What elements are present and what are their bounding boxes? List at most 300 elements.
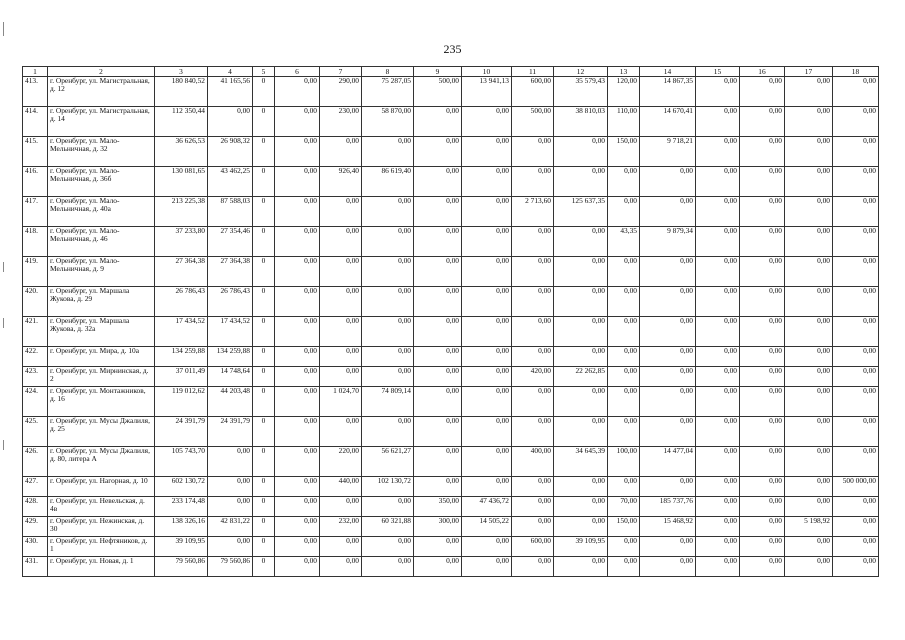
value-cell: 0,00 <box>785 287 833 317</box>
value-cell: 112 350,44 <box>155 107 208 137</box>
value-cell: 0,00 <box>414 367 462 387</box>
value-cell: 0,00 <box>785 197 833 227</box>
column-header: 12 <box>554 67 608 77</box>
value-cell: 0,00 <box>462 317 512 347</box>
value-cell: 0,00 <box>785 227 833 257</box>
value-cell: 0,00 <box>362 317 414 347</box>
value-cell: 0,00 <box>833 137 879 167</box>
value-cell: 0 <box>253 167 275 197</box>
value-cell: 0,00 <box>362 417 414 447</box>
value-cell: 0,00 <box>640 287 696 317</box>
value-cell: 0,00 <box>640 387 696 417</box>
value-cell: 0 <box>253 517 275 537</box>
value-cell: 24 391,79 <box>208 417 253 447</box>
value-cell: 0,00 <box>512 347 554 367</box>
value-cell: 602 130,72 <box>155 477 208 497</box>
value-cell: 0,00 <box>833 317 879 347</box>
value-cell: 0,00 <box>640 347 696 367</box>
margin-mark <box>3 22 4 36</box>
value-cell: 0,00 <box>696 367 740 387</box>
value-cell: 0,00 <box>414 137 462 167</box>
value-cell: 0,00 <box>320 227 362 257</box>
value-cell: 0,00 <box>833 367 879 387</box>
value-cell: 35 579,43 <box>554 77 608 107</box>
value-cell: 0,00 <box>320 367 362 387</box>
value-cell: 0,00 <box>833 197 879 227</box>
value-cell: 0,00 <box>833 257 879 287</box>
value-cell: 0,00 <box>554 517 608 537</box>
column-header: 15 <box>696 67 740 77</box>
value-cell: 0,00 <box>512 227 554 257</box>
value-cell: 17 434,52 <box>208 317 253 347</box>
table-row <box>23 317 879 347</box>
value-cell: 134 259,88 <box>208 347 253 367</box>
value-cell: 130 081,65 <box>155 167 208 197</box>
table-row <box>23 287 879 317</box>
value-cell: 0 <box>253 197 275 227</box>
value-cell: 0,00 <box>462 417 512 447</box>
value-cell: 0,00 <box>696 477 740 497</box>
value-cell: 0,00 <box>696 447 740 477</box>
value-cell: 0,00 <box>740 317 785 347</box>
value-cell: 0,00 <box>414 167 462 197</box>
value-cell: 0,00 <box>320 497 362 517</box>
value-cell: 0,00 <box>608 417 640 447</box>
value-cell: 0,00 <box>462 447 512 477</box>
margin-mark <box>3 318 4 328</box>
table-row <box>23 167 879 197</box>
value-cell: 0,00 <box>640 367 696 387</box>
address-cell: г. Оренбург, ул. Маршала Жукова, д. 32а <box>48 317 155 347</box>
value-cell: 0,00 <box>608 537 640 557</box>
value-cell: 0 <box>253 497 275 517</box>
value-cell: 39 109,95 <box>155 537 208 557</box>
table-row <box>23 557 879 577</box>
value-cell: 0,00 <box>696 417 740 447</box>
value-cell: 1 024,70 <box>320 387 362 417</box>
row-number-cell: 428. <box>23 497 48 517</box>
value-cell: 102 130,72 <box>362 477 414 497</box>
row-number-cell: 426. <box>23 447 48 477</box>
value-cell: 0,00 <box>833 347 879 367</box>
value-cell: 400,00 <box>512 447 554 477</box>
row-number-cell: 427. <box>23 477 48 497</box>
value-cell: 9 718,21 <box>640 137 696 167</box>
value-cell: 0,00 <box>414 107 462 137</box>
value-cell: 0,00 <box>740 167 785 197</box>
value-cell: 0,00 <box>414 477 462 497</box>
value-cell: 14 670,41 <box>640 107 696 137</box>
value-cell: 350,00 <box>414 497 462 517</box>
value-cell: 0,00 <box>785 167 833 197</box>
value-cell: 0,00 <box>275 387 320 417</box>
value-cell: 0 <box>253 317 275 347</box>
value-cell: 0,00 <box>740 197 785 227</box>
value-cell: 0,00 <box>512 417 554 447</box>
value-cell: 0 <box>253 347 275 367</box>
value-cell: 150,00 <box>608 137 640 167</box>
value-cell: 0,00 <box>696 387 740 417</box>
value-cell: 0,00 <box>275 167 320 197</box>
column-header: 10 <box>462 67 512 77</box>
value-cell: 0,00 <box>362 347 414 367</box>
address-cell: г. Оренбург, ул. Мало-Мельничная, д. 40а <box>48 197 155 227</box>
value-cell: 0,00 <box>696 137 740 167</box>
value-cell: 79 560,86 <box>155 557 208 577</box>
value-cell: 300,00 <box>414 517 462 537</box>
value-cell: 14 505,22 <box>462 517 512 537</box>
column-header: 17 <box>785 67 833 77</box>
value-cell: 0,00 <box>462 287 512 317</box>
value-cell: 0,00 <box>462 477 512 497</box>
value-cell: 0,00 <box>640 537 696 557</box>
value-cell: 0,00 <box>462 557 512 577</box>
value-cell: 0,00 <box>696 537 740 557</box>
value-cell: 138 326,16 <box>155 517 208 537</box>
value-cell: 44 203,48 <box>208 387 253 417</box>
value-cell: 0,00 <box>512 387 554 417</box>
value-cell: 0,00 <box>362 537 414 557</box>
table-row <box>23 137 879 167</box>
value-cell: 0,00 <box>414 317 462 347</box>
address-cell: г. Оренбург, ул. Магистральная, д. 12 <box>48 77 155 107</box>
value-cell: 0,00 <box>554 347 608 367</box>
value-cell: 0,00 <box>275 447 320 477</box>
value-cell: 0,00 <box>362 497 414 517</box>
value-cell: 0,00 <box>608 167 640 197</box>
value-cell: 0,00 <box>320 137 362 167</box>
row-number-cell: 421. <box>23 317 48 347</box>
value-cell: 43,35 <box>608 227 640 257</box>
value-cell: 0 <box>253 557 275 577</box>
column-header: 6 <box>275 67 320 77</box>
value-cell: 14 748,64 <box>208 367 253 387</box>
value-cell: 0,00 <box>275 477 320 497</box>
value-cell: 0,00 <box>696 347 740 367</box>
value-cell: 0,00 <box>362 367 414 387</box>
value-cell: 0,00 <box>414 417 462 447</box>
table-row <box>23 367 879 387</box>
value-cell: 600,00 <box>512 537 554 557</box>
value-cell: 5 198,92 <box>785 517 833 537</box>
value-cell: 0,00 <box>608 317 640 347</box>
value-cell: 232,00 <box>320 517 362 537</box>
value-cell: 0,00 <box>512 257 554 287</box>
value-cell: 0,00 <box>554 257 608 287</box>
value-cell: 0,00 <box>362 197 414 227</box>
column-header: 13 <box>608 67 640 77</box>
address-cell: г. Оренбург, ул. Мусы Джалиля, д. 25 <box>48 417 155 447</box>
table-row <box>23 517 879 537</box>
value-cell: 0 <box>253 257 275 287</box>
value-cell: 22 262,85 <box>554 367 608 387</box>
value-cell: 0,00 <box>554 417 608 447</box>
column-header: 3 <box>155 67 208 77</box>
value-cell: 0,00 <box>785 347 833 367</box>
value-cell: 0,00 <box>696 77 740 107</box>
value-cell: 0,00 <box>275 367 320 387</box>
row-number-cell: 415. <box>23 137 48 167</box>
row-number-cell: 430. <box>23 537 48 557</box>
value-cell: 0 <box>253 287 275 317</box>
column-header-row <box>23 67 879 77</box>
value-cell: 0,00 <box>362 257 414 287</box>
value-cell: 0,00 <box>462 347 512 367</box>
value-cell: 0,00 <box>414 257 462 287</box>
value-cell: 0 <box>253 387 275 417</box>
value-cell: 105 743,70 <box>155 447 208 477</box>
value-cell: 0,00 <box>275 197 320 227</box>
value-cell: 0,00 <box>275 497 320 517</box>
value-cell: 0,00 <box>608 257 640 287</box>
value-cell: 119 012,62 <box>155 387 208 417</box>
value-cell: 0,00 <box>740 137 785 167</box>
value-cell: 0,00 <box>785 557 833 577</box>
value-cell: 27 364,38 <box>208 257 253 287</box>
value-cell: 27 354,46 <box>208 227 253 257</box>
value-cell: 0,00 <box>512 167 554 197</box>
value-cell: 0,00 <box>462 257 512 287</box>
value-cell: 0,00 <box>696 557 740 577</box>
value-cell: 0,00 <box>785 417 833 447</box>
address-cell: г. Оренбург, ул. Нагорная, д. 10 <box>48 477 155 497</box>
value-cell: 2 713,60 <box>512 197 554 227</box>
value-cell: 0,00 <box>554 557 608 577</box>
value-cell: 0,00 <box>275 537 320 557</box>
value-cell: 0,00 <box>208 107 253 137</box>
value-cell: 0,00 <box>462 227 512 257</box>
value-cell: 42 831,22 <box>208 517 253 537</box>
table-row <box>23 497 879 517</box>
value-cell: 0,00 <box>833 557 879 577</box>
value-cell: 0,00 <box>208 497 253 517</box>
value-cell: 0 <box>253 77 275 107</box>
table-body <box>23 77 879 577</box>
value-cell: 0,00 <box>554 497 608 517</box>
value-cell: 34 645,39 <box>554 447 608 477</box>
value-cell: 26 786,43 <box>208 287 253 317</box>
value-cell: 0,00 <box>462 137 512 167</box>
value-cell: 0,00 <box>785 387 833 417</box>
row-number-cell: 419. <box>23 257 48 287</box>
value-cell: 0,00 <box>785 77 833 107</box>
value-cell: 0,00 <box>414 347 462 367</box>
column-header: 2 <box>48 67 155 77</box>
value-cell: 0,00 <box>275 557 320 577</box>
address-cell: г. Оренбург, ул. Мало-Мельничная, д. 36б <box>48 167 155 197</box>
address-cell: г. Оренбург, ул. Невельская, д. 4в <box>48 497 155 517</box>
value-cell: 0,00 <box>362 137 414 167</box>
value-cell: 0,00 <box>554 387 608 417</box>
value-cell: 13 941,13 <box>462 77 512 107</box>
value-cell: 0,00 <box>740 347 785 367</box>
row-number-cell: 420. <box>23 287 48 317</box>
value-cell: 0,00 <box>640 317 696 347</box>
value-cell: 0,00 <box>696 317 740 347</box>
value-cell: 0,00 <box>320 317 362 347</box>
value-cell: 0,00 <box>275 517 320 537</box>
value-cell: 0,00 <box>554 167 608 197</box>
value-cell: 100,00 <box>608 447 640 477</box>
value-cell: 0,00 <box>785 367 833 387</box>
page-number: 235 <box>443 42 462 56</box>
value-cell: 0,00 <box>740 417 785 447</box>
value-cell: 0,00 <box>512 137 554 167</box>
value-cell: 0,00 <box>462 197 512 227</box>
value-cell: 41 165,56 <box>208 77 253 107</box>
value-cell: 58 870,00 <box>362 107 414 137</box>
value-cell: 39 109,95 <box>554 537 608 557</box>
value-cell: 0,00 <box>462 367 512 387</box>
value-cell: 0,00 <box>640 557 696 577</box>
value-cell: 0,00 <box>785 477 833 497</box>
value-cell: 0,00 <box>275 107 320 137</box>
value-cell: 0,00 <box>554 227 608 257</box>
value-cell: 0 <box>253 367 275 387</box>
value-cell: 0,00 <box>696 107 740 137</box>
value-cell: 0,00 <box>554 287 608 317</box>
value-cell: 14 867,35 <box>640 77 696 107</box>
value-cell: 26 908,32 <box>208 137 253 167</box>
value-cell: 0,00 <box>740 387 785 417</box>
value-cell: 213 225,38 <box>155 197 208 227</box>
value-cell: 0,00 <box>275 257 320 287</box>
address-cell: г. Оренбург, ул. Маршала Жукова, д. 29 <box>48 287 155 317</box>
row-number-cell: 424. <box>23 387 48 417</box>
value-cell: 134 259,88 <box>155 347 208 367</box>
value-cell: 0,00 <box>640 197 696 227</box>
value-cell: 0,00 <box>512 557 554 577</box>
address-cell: г. Оренбург, ул. Мусы Джалиля, д. 80, литера А <box>48 447 155 477</box>
value-cell: 0,00 <box>208 447 253 477</box>
value-cell: 150,00 <box>608 517 640 537</box>
value-cell: 0,00 <box>608 557 640 577</box>
value-cell: 0,00 <box>208 537 253 557</box>
value-cell: 0,00 <box>740 107 785 137</box>
row-number-cell: 423. <box>23 367 48 387</box>
row-number-cell: 422. <box>23 347 48 367</box>
value-cell: 0,00 <box>696 167 740 197</box>
value-cell: 0,00 <box>740 227 785 257</box>
value-cell: 0,00 <box>462 537 512 557</box>
value-cell: 0 <box>253 137 275 167</box>
address-cell: г. Оренбург, ул. Мало-Мельничная, д. 9 <box>48 257 155 287</box>
value-cell: 0,00 <box>833 417 879 447</box>
value-cell: 120,00 <box>608 77 640 107</box>
value-cell: 0,00 <box>833 537 879 557</box>
value-cell: 0,00 <box>512 317 554 347</box>
value-cell: 0,00 <box>833 77 879 107</box>
value-cell: 37 011,49 <box>155 367 208 387</box>
address-cell: г. Оренбург, ул. Мирнинская, д. 2 <box>48 367 155 387</box>
margin-mark <box>3 262 4 272</box>
address-cell: г. Оренбург, ул. Мира, д. 10а <box>48 347 155 367</box>
value-cell: 0,00 <box>740 287 785 317</box>
value-cell: 0,00 <box>414 227 462 257</box>
table-row <box>23 387 879 417</box>
value-cell: 0,00 <box>833 107 879 137</box>
row-number-cell: 431. <box>23 557 48 577</box>
value-cell: 0,00 <box>608 477 640 497</box>
value-cell: 0,00 <box>608 387 640 417</box>
column-header: 1 <box>23 67 48 77</box>
value-cell: 0,00 <box>696 497 740 517</box>
value-cell: 0,00 <box>414 287 462 317</box>
value-cell: 0,00 <box>608 347 640 367</box>
value-cell: 0,00 <box>320 347 362 367</box>
value-cell: 0,00 <box>275 417 320 447</box>
column-header: 16 <box>740 67 785 77</box>
value-cell: 0,00 <box>608 197 640 227</box>
value-cell: 0,00 <box>362 287 414 317</box>
row-number-cell: 417. <box>23 197 48 227</box>
value-cell: 0,00 <box>640 257 696 287</box>
value-cell: 56 621,27 <box>362 447 414 477</box>
value-cell: 0,00 <box>740 447 785 477</box>
value-cell: 0,00 <box>414 197 462 227</box>
value-cell: 0,00 <box>414 537 462 557</box>
value-cell: 0,00 <box>320 537 362 557</box>
value-cell: 87 588,03 <box>208 197 253 227</box>
row-number-cell: 425. <box>23 417 48 447</box>
value-cell: 0 <box>253 447 275 477</box>
value-cell: 0,00 <box>740 257 785 287</box>
value-cell: 0,00 <box>740 537 785 557</box>
value-cell: 0,00 <box>696 227 740 257</box>
register-table <box>22 66 879 577</box>
value-cell: 0,00 <box>275 347 320 367</box>
value-cell: 0 <box>253 227 275 257</box>
value-cell: 0,00 <box>785 257 833 287</box>
value-cell: 233 174,48 <box>155 497 208 517</box>
value-cell: 290,00 <box>320 77 362 107</box>
table-row <box>23 537 879 557</box>
value-cell: 0 <box>253 107 275 137</box>
value-cell: 0,00 <box>833 227 879 257</box>
value-cell: 0,00 <box>320 417 362 447</box>
column-header: 9 <box>414 67 462 77</box>
address-cell: г. Оренбург, ул. Новая, д. 1 <box>48 557 155 577</box>
value-cell: 0,00 <box>462 107 512 137</box>
column-header: 4 <box>208 67 253 77</box>
value-cell: 0,00 <box>696 287 740 317</box>
value-cell: 110,00 <box>608 107 640 137</box>
value-cell: 38 810,03 <box>554 107 608 137</box>
value-cell: 0,00 <box>512 287 554 317</box>
value-cell: 0,00 <box>275 137 320 167</box>
value-cell: 14 477,04 <box>640 447 696 477</box>
value-cell: 74 809,14 <box>362 387 414 417</box>
value-cell: 420,00 <box>512 367 554 387</box>
value-cell: 0,00 <box>833 167 879 197</box>
table-row <box>23 197 879 227</box>
table-row <box>23 417 879 447</box>
value-cell: 36 626,53 <box>155 137 208 167</box>
value-cell: 600,00 <box>512 77 554 107</box>
address-cell: г. Оренбург, ул. Мало-Мельничная, д. 46 <box>48 227 155 257</box>
value-cell: 0,00 <box>833 497 879 517</box>
value-cell: 0,00 <box>275 317 320 347</box>
value-cell: 0,00 <box>362 227 414 257</box>
value-cell: 125 637,35 <box>554 197 608 227</box>
column-header: 8 <box>362 67 414 77</box>
value-cell: 0,00 <box>462 167 512 197</box>
row-number-cell: 416. <box>23 167 48 197</box>
value-cell: 0,00 <box>512 497 554 517</box>
value-cell: 47 436,72 <box>462 497 512 517</box>
value-cell: 0,00 <box>414 557 462 577</box>
table-row <box>23 227 879 257</box>
